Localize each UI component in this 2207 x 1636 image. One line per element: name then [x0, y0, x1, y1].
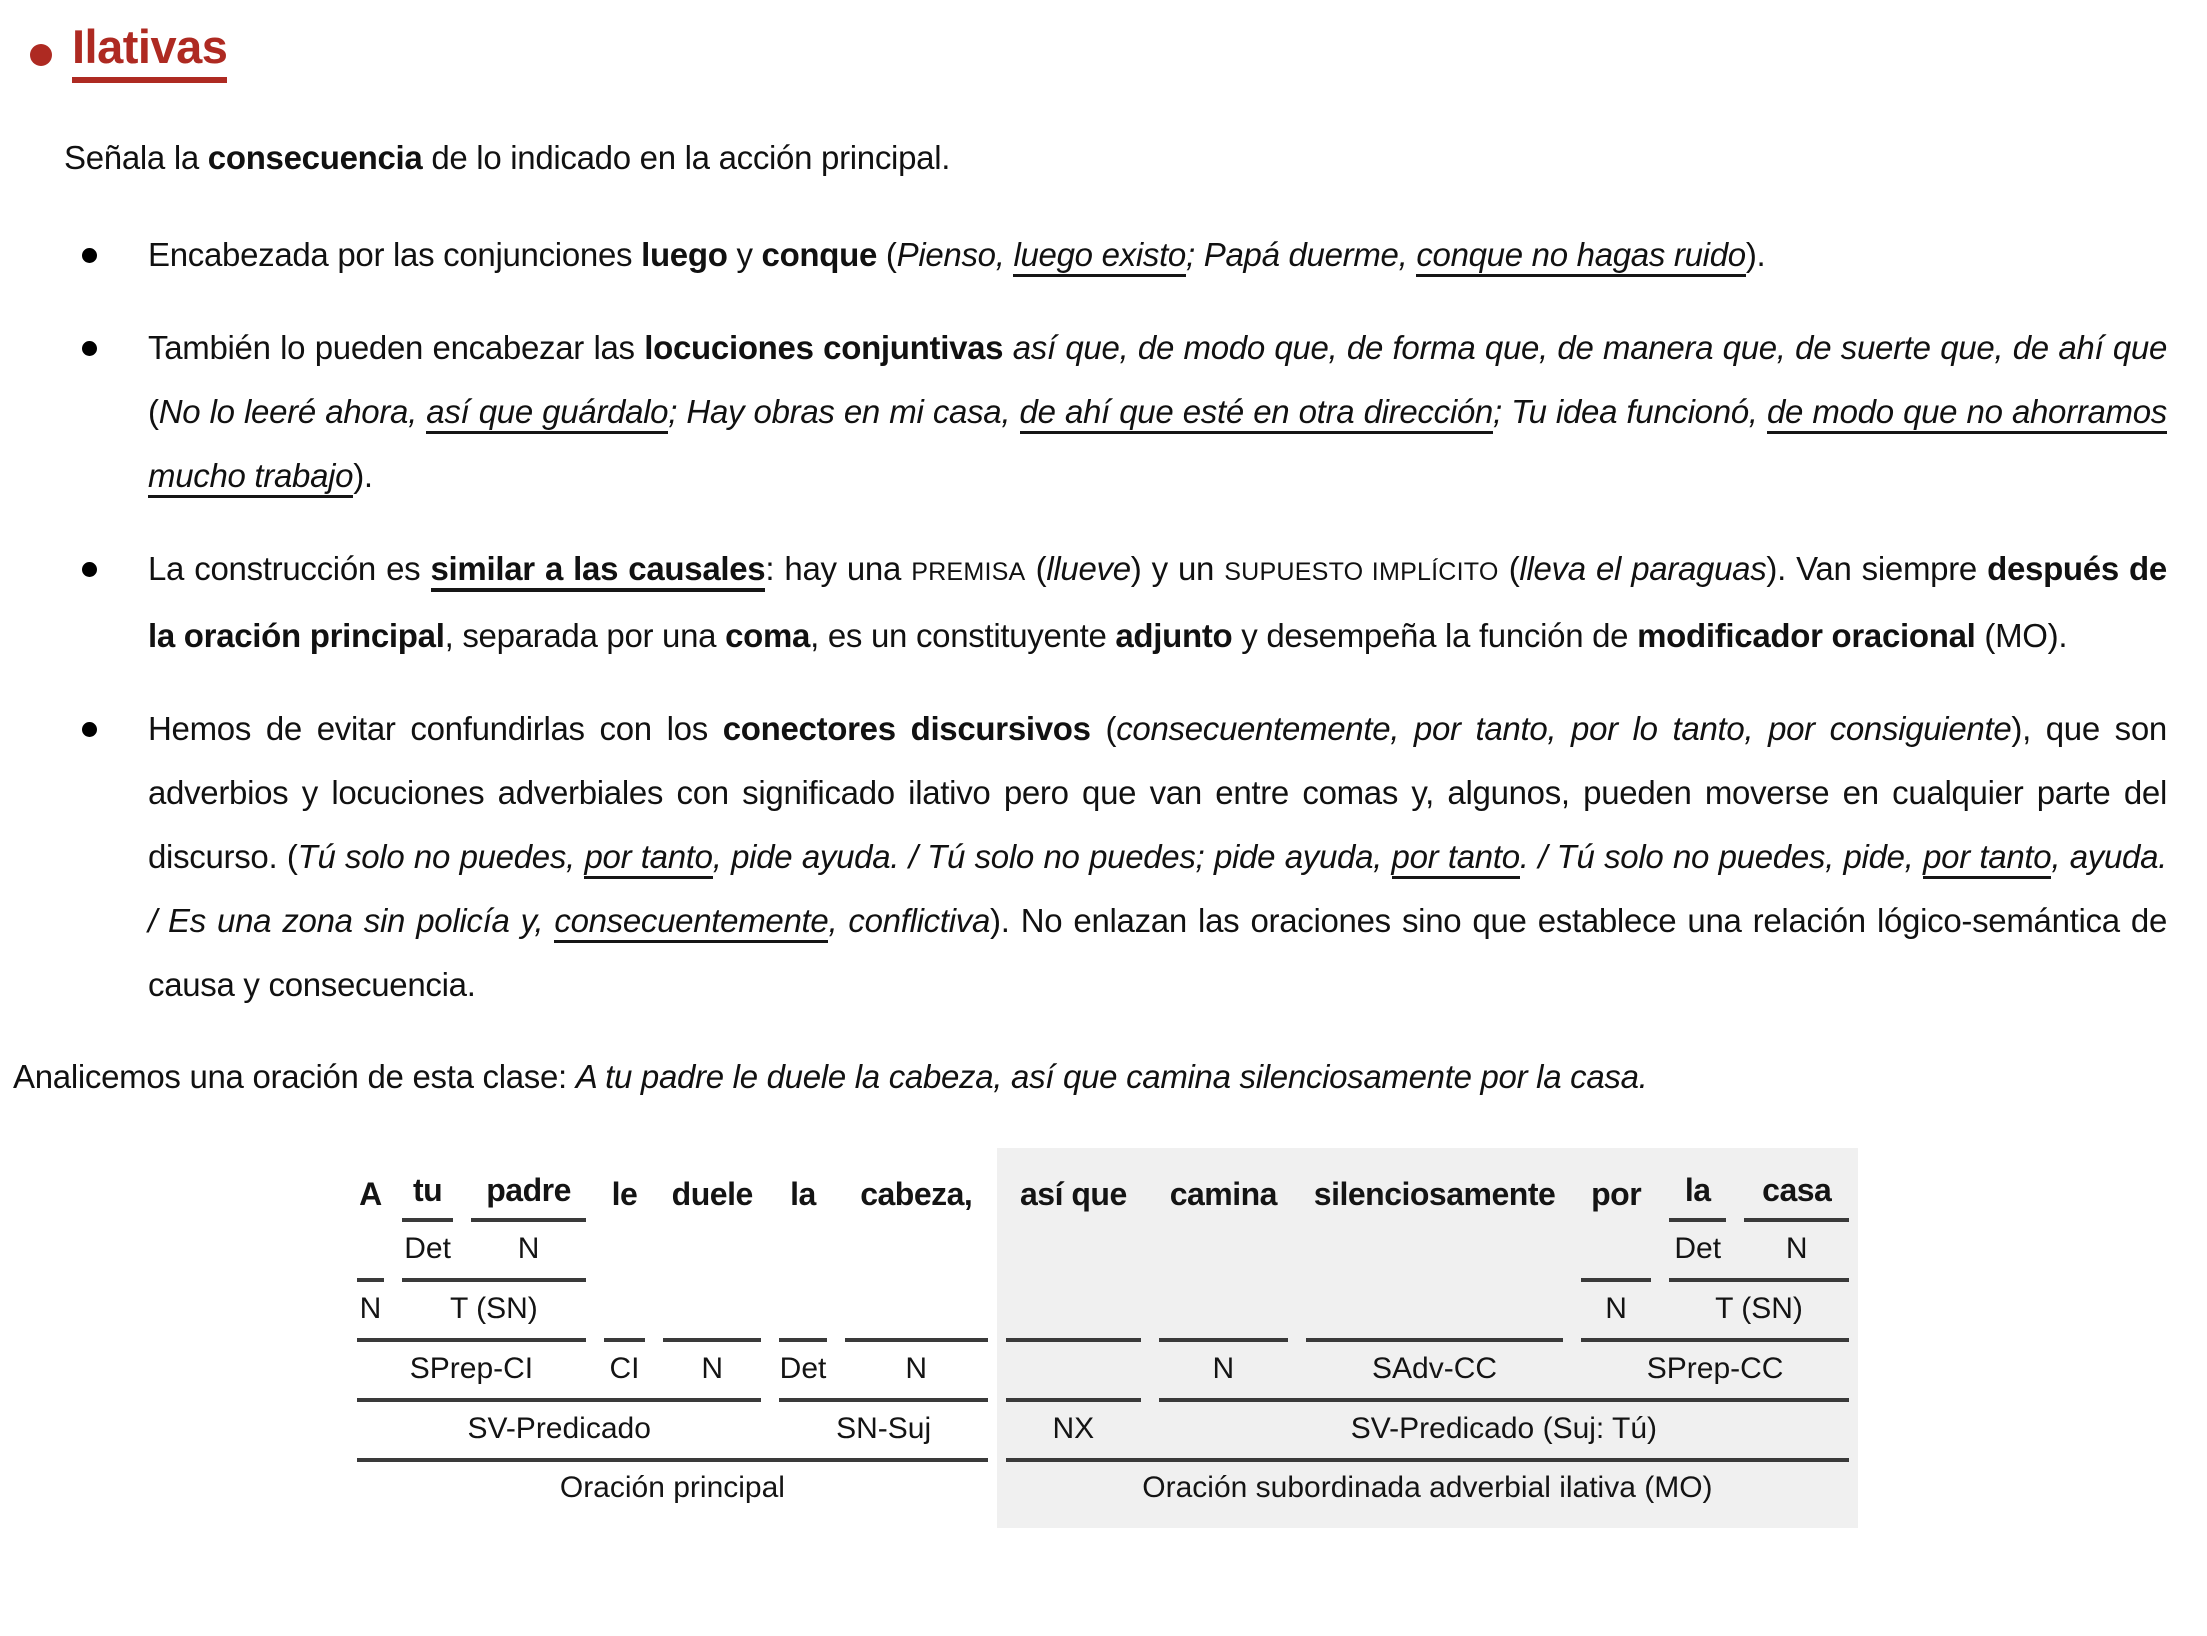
- text-segment: , es un constituyente: [810, 617, 1116, 655]
- word: la: [1669, 1168, 1727, 1222]
- text-segment: así que, de modo que, de forma que, de manera que, de suerte que, de ahí que: [1012, 329, 2167, 367]
- word: cabeza,: [860, 1176, 973, 1213]
- text-segment: llueve: [1046, 550, 1131, 588]
- text-segment: por tanto: [584, 838, 712, 879]
- text-segment: (: [1090, 710, 1117, 748]
- text-segment: [1003, 329, 1013, 366]
- text-segment: por tanto: [1392, 838, 1520, 879]
- text-segment: similar a las causales: [431, 550, 766, 592]
- grammar-label: NX: [1052, 1412, 1095, 1446]
- grammar-label: T (SN): [450, 1292, 538, 1326]
- text-segment: ).: [1745, 236, 1766, 274]
- text-segment: de modo que no ahorramos mucho trabajo: [148, 393, 2167, 498]
- grammar-label: SV-Predicado: [467, 1412, 651, 1446]
- text-segment: ). No enlazan las oraciones sino que establece una relación lógico-semántica de causa y consecuencia.: [148, 902, 2168, 1004]
- grammar-label: SAdv-CC: [1372, 1352, 1498, 1386]
- text-segment: y: [727, 236, 762, 274]
- word: silenciosamente: [1313, 1176, 1556, 1213]
- text-segment: después de la oración principal: [148, 550, 2167, 655]
- text-segment: adjunto: [1115, 617, 1233, 655]
- text-segment: ). Van siempre: [1766, 550, 1988, 588]
- text-segment: PREMISA: [911, 558, 1026, 587]
- text-segment: ;: [668, 393, 687, 431]
- grammar-label: N: [1605, 1292, 1627, 1326]
- text-segment: Encabezada por las conjunciones: [148, 236, 642, 274]
- text-segment: consecuentemente: [554, 902, 828, 943]
- text-segment: Papá duerme,: [1203, 236, 1417, 274]
- text-segment: de lo indicado en la acción principal.: [422, 139, 951, 177]
- grammar-label: SN-Suj: [836, 1412, 932, 1446]
- text-segment: modificador oracional: [1637, 617, 1976, 655]
- table-words-row: [348, 1148, 1858, 1222]
- table-row-functions: [348, 1402, 1858, 1458]
- section-title: Ilativas: [72, 20, 227, 83]
- grammar-label: T (SN): [1715, 1292, 1803, 1326]
- text-segment: conectores discursivos: [722, 710, 1091, 748]
- text-segment: lleva el paraguas: [1519, 550, 1767, 588]
- text-segment: (: [1025, 550, 1047, 588]
- text-segment: Pienso,: [896, 236, 1014, 274]
- word: le: [611, 1176, 638, 1213]
- text-segment: Tu idea funcionó,: [1511, 393, 1767, 431]
- text-segment: de ahí que esté en otra dirección: [1020, 393, 1493, 434]
- grammar-label: Det: [779, 1352, 827, 1386]
- text-segment: Tú solo no puedes; pide ayuda,: [927, 838, 1392, 876]
- grammar-label: N: [905, 1352, 928, 1386]
- text-segment: conque no hagas ruido: [1416, 236, 1745, 277]
- text-segment: así que guárdalo: [426, 393, 668, 434]
- text-segment: Señala la: [64, 139, 208, 177]
- grammar-label: CI: [609, 1352, 640, 1386]
- text-segment: luego existo: [1013, 236, 1186, 277]
- word: tu: [402, 1168, 453, 1222]
- table-row-morph-2: [348, 1282, 1858, 1338]
- grammar-label: N: [1785, 1232, 1808, 1266]
- text-segment: Hemos de evitar confundirlas con los: [148, 710, 723, 748]
- bullet-list: [148, 223, 2167, 1017]
- text-segment: ;: [1186, 236, 1204, 274]
- text-segment: ).: [353, 457, 373, 495]
- word: A: [359, 1176, 382, 1213]
- word: así que: [1019, 1176, 1127, 1213]
- text-segment: También lo pueden encabezar las: [148, 329, 645, 367]
- text-segment: y desempeña la función de: [1232, 617, 1638, 655]
- word: casa: [1744, 1168, 1849, 1222]
- text-segment: , conflictiva: [828, 902, 991, 940]
- text-segment: coma: [725, 617, 811, 655]
- table-row-morph-1: [348, 1222, 1858, 1278]
- grammar-label: SV-Predicado (Suj: Tú): [1350, 1412, 1658, 1446]
- word: por: [1591, 1176, 1642, 1213]
- grammar-label: N: [701, 1352, 724, 1386]
- text-segment: No lo leeré ahora,: [158, 393, 427, 431]
- grammar-label: Det: [404, 1232, 451, 1266]
- grammar-label: SPrep-CC: [1646, 1352, 1784, 1386]
- grammar-label: SPrep-CI: [409, 1352, 534, 1386]
- text-segment: Analicemos una oración de esta clase:: [13, 1058, 576, 1096]
- text-segment: consecuencia: [207, 139, 423, 177]
- text-segment: . /: [1519, 838, 1557, 876]
- text-segment: (MO).: [1975, 617, 2068, 655]
- bullet-item-construccion: [148, 537, 2167, 668]
- text-segment: SUPUESTO IMPLÍCITO: [1224, 558, 1499, 587]
- text-segment: (: [877, 236, 897, 274]
- grammar-label: N: [1212, 1352, 1235, 1386]
- grammar-label: Oración principal: [559, 1471, 785, 1505]
- text-segment: , separada por una: [444, 617, 726, 655]
- word: padre: [471, 1168, 586, 1222]
- syntax-analysis-table: [348, 1148, 1858, 1528]
- text-segment: : hay una: [765, 550, 912, 588]
- grammar-label: Oración subordinada adverbial ilativa (MO): [1142, 1471, 1713, 1505]
- text-segment: Tú solo no puedes, pide,: [1556, 838, 1924, 876]
- text-segment: consecuentemente, por tanto, por lo tanto, por consiguiente: [1116, 710, 2012, 748]
- bullet-item-conjunciones: [148, 223, 2167, 287]
- text-segment: , pide ayuda. /: [712, 838, 928, 876]
- word: la: [790, 1176, 816, 1213]
- text-segment: (: [148, 393, 159, 431]
- text-segment: A tu padre le duele la cabeza, así que camina silenciosamente por la casa.: [575, 1058, 1648, 1096]
- text-segment: La construcción es: [148, 550, 431, 588]
- text-segment: (: [1498, 550, 1520, 588]
- text-segment: ) y un: [1130, 550, 1225, 588]
- text-segment: Es una zona sin policía y,: [168, 902, 555, 940]
- bullet-item-locuciones: [148, 316, 2167, 508]
- word: duele: [671, 1176, 753, 1213]
- bullet-item-conectores: [148, 697, 2167, 1017]
- text-segment: Hay obras en mi casa,: [686, 393, 1020, 431]
- section-heading: [30, 20, 2185, 83]
- text-segment: Tú solo no puedes,: [297, 838, 585, 876]
- intro-paragraph: [64, 127, 2165, 189]
- word: camina: [1169, 1176, 1277, 1213]
- table-row-syntagma: [348, 1342, 1858, 1398]
- text-segment: por tanto: [1923, 838, 2051, 879]
- analysis-intro: [13, 1046, 2175, 1108]
- grammar-label: N: [517, 1232, 540, 1266]
- text-segment: , ayuda. /: [148, 838, 2168, 940]
- grammar-label: N: [359, 1292, 382, 1326]
- text-segment: luego: [641, 236, 728, 274]
- grammar-label: Det: [1674, 1232, 1722, 1266]
- table-row-clauses: [348, 1462, 1858, 1528]
- text-segment: ), que son adverbios y locuciones adverbiales con significado ilativo pero que van entre comas y, algunos, pueden moverse en cualquier parte del discurso. (: [148, 710, 2167, 876]
- text-segment: ;: [1492, 393, 1512, 431]
- red-bullet-icon: [30, 44, 52, 66]
- text-segment: locuciones conjuntivas: [644, 329, 1004, 367]
- text-segment: conque: [761, 236, 878, 274]
